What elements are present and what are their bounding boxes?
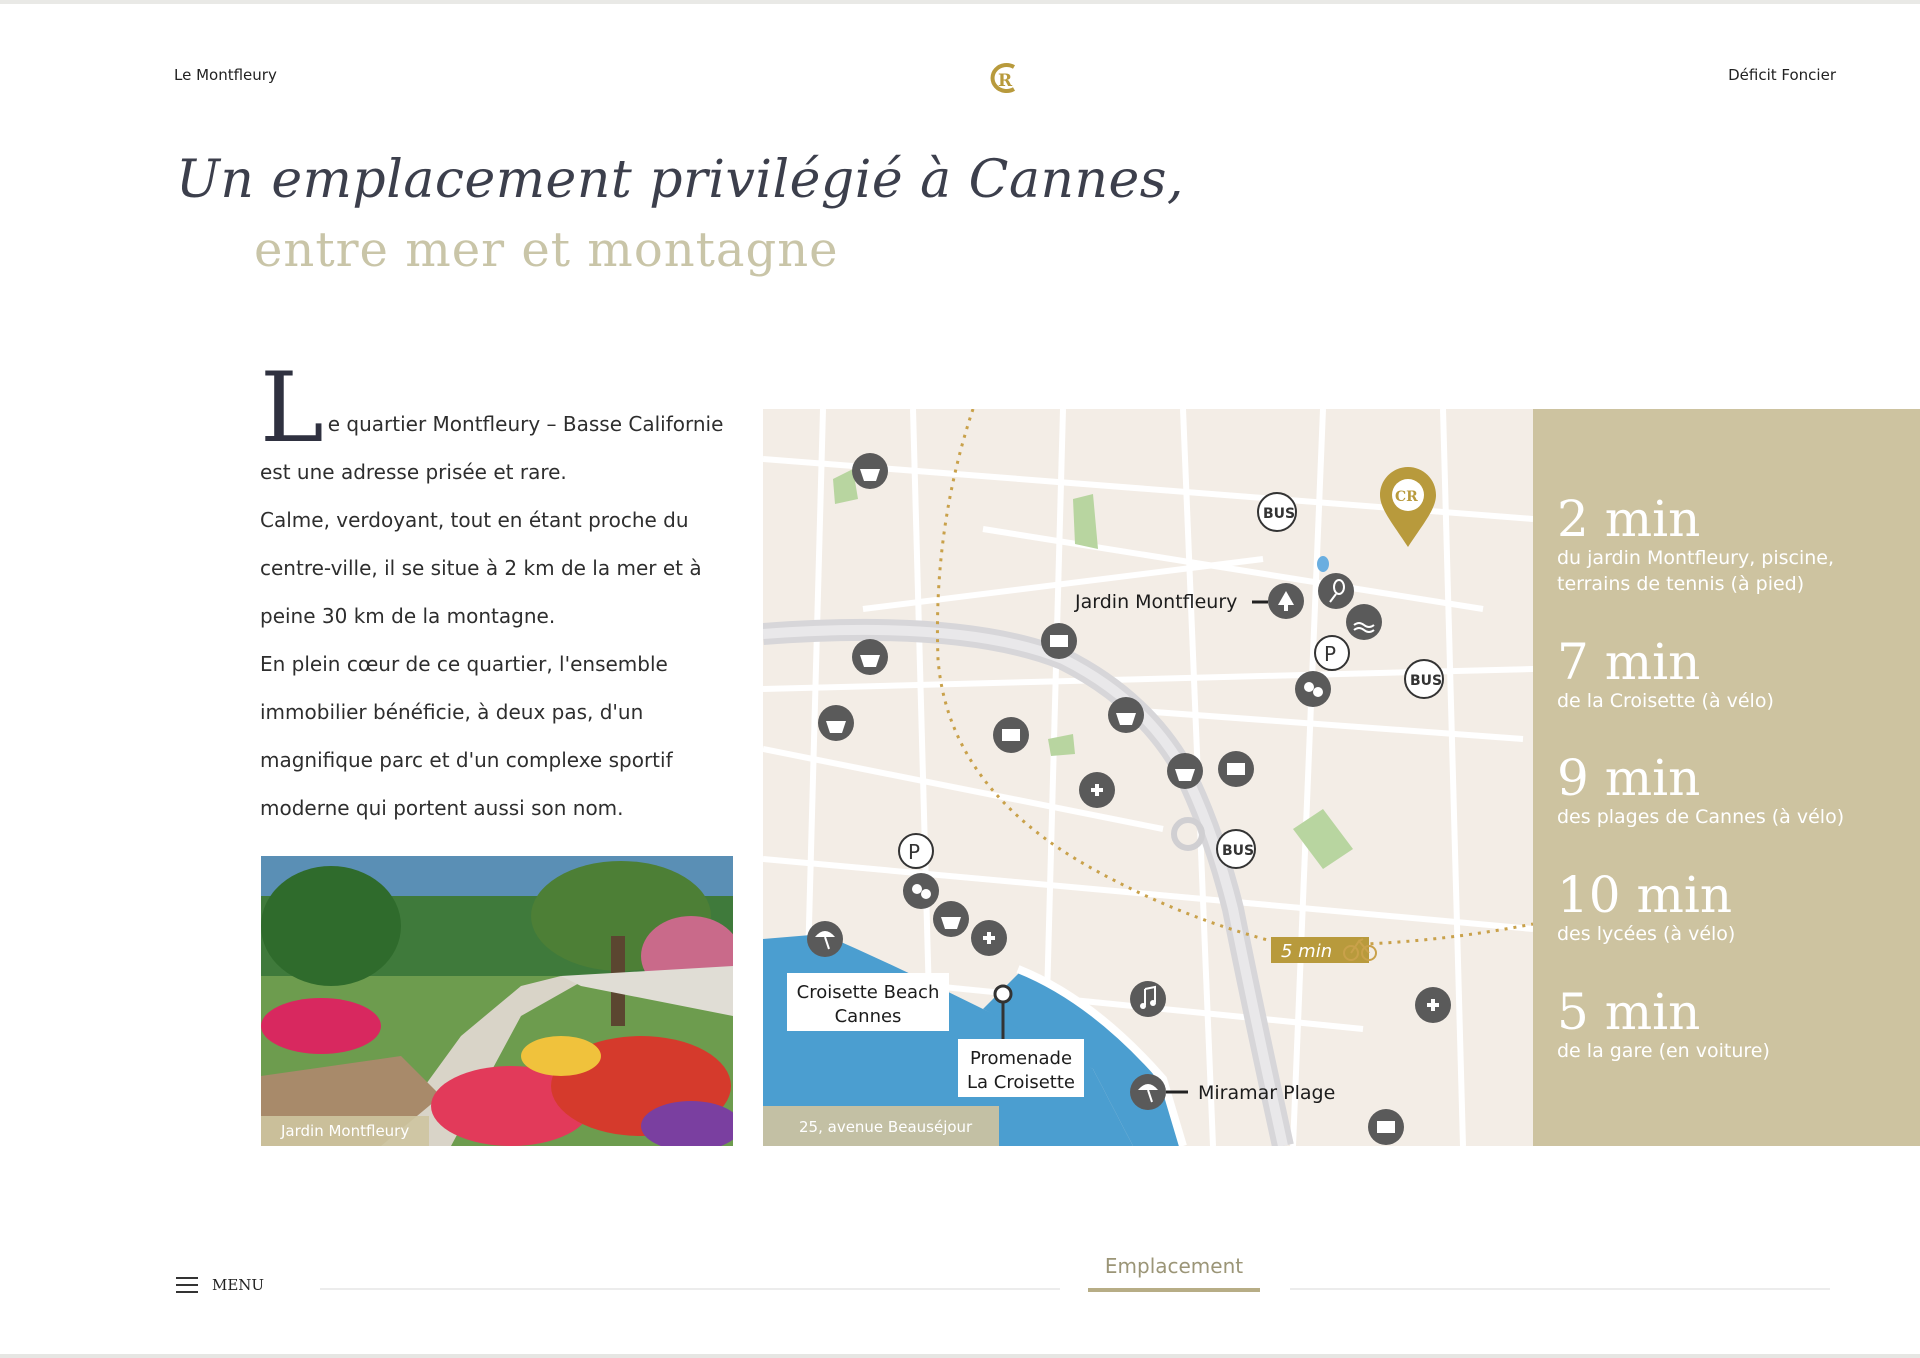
bus-label: BUS [1410, 673, 1443, 689]
stat-item [1557, 866, 1736, 947]
stat-item [1557, 983, 1770, 1064]
briefcase-icon [1368, 1109, 1404, 1145]
hamburger-icon [176, 1277, 198, 1293]
travel-times-panel [1533, 409, 1920, 1146]
briefcase-icon [1041, 623, 1077, 659]
five-min-label: 5 min [1281, 941, 1333, 962]
beach-label-line2: Cannes [834, 1006, 902, 1027]
stat-time: 2 min [1557, 490, 1701, 548]
tennis-racket-icon [1318, 573, 1354, 609]
svg-text:R: R [998, 71, 1013, 91]
stat-desc: terrains de tennis (à pied) [1557, 573, 1805, 595]
map-logo-text: CR [1395, 489, 1418, 505]
parking-icon [1315, 636, 1349, 670]
stat-time: 5 min [1557, 983, 1701, 1041]
shopping-basket-icon [852, 639, 888, 675]
promenade-label-line1: Promenade [969, 1048, 1073, 1069]
nav-track [320, 1288, 1060, 1290]
hospital-cross-icon [971, 920, 1007, 956]
intro-text [260, 352, 740, 832]
page-subtitle: entre mer et montagne [254, 222, 839, 278]
parking-label: P [908, 840, 921, 864]
music-note-icon [1130, 981, 1166, 1017]
jardin-label: Jardin Montfleury [1075, 591, 1238, 613]
bus-stop-icon [1405, 660, 1443, 698]
shopping-basket-icon [818, 705, 854, 741]
nav-section-emplacement[interactable]: Emplacement [1104, 1254, 1244, 1278]
swimming-pool-icon [1346, 604, 1382, 640]
park-tree-icon [1268, 583, 1304, 619]
intro-paragraph-3: En plein cœur de ce quartier, l'ensemble immobilier bénéficie, à deux pas, d'un magnifique parc et d'un complexe sportif moderne qui portent aussi son nom. [260, 652, 673, 820]
stat-desc: du jardin Montfleury, piscine, [1557, 547, 1835, 569]
stat-desc: de la Croisette (à vélo) [1557, 690, 1774, 712]
header-section-name: Déficit Foncier [1728, 66, 1836, 84]
intro-paragraph-2: Calme, verdoyant, tout en étant proche du centre-ville, il se situe à 2 km de la mer et à peine 30 km de la montagne. [260, 508, 702, 628]
beach-umbrella-icon [807, 921, 843, 957]
menu-label: MENU [212, 1276, 265, 1294]
stat-time: 9 min [1557, 749, 1701, 807]
menu-button[interactable] [176, 1276, 264, 1294]
stat-time: 10 min [1557, 866, 1733, 924]
hospital-cross-icon [1415, 987, 1451, 1023]
page-title: Un emplacement privilégié à Cannes, [176, 150, 1184, 210]
stat-item [1557, 633, 1774, 714]
stat-desc: des plages de Cannes (à vélo) [1557, 806, 1845, 828]
intro-paragraph-1: e quartier Montfleury – Basse Californie est une adresse prisée et rare. [260, 412, 724, 484]
promenade-label-line2: La Croisette [966, 1072, 1076, 1093]
bus-label: BUS [1263, 506, 1296, 522]
beach-label-line1: Croisette Beach [796, 982, 940, 1003]
brand-logo-icon [984, 60, 1024, 96]
briefcase-icon [993, 717, 1029, 753]
photo-caption: Jardin Montfleury [261, 1116, 429, 1146]
bus-stop-icon [1217, 830, 1255, 868]
shopping-basket-icon [1167, 753, 1203, 789]
drop-cap: L [260, 352, 324, 464]
header-project-name: Le Montfleury [174, 66, 277, 84]
parking-icon [899, 834, 933, 868]
hospital-cross-icon [1079, 772, 1115, 808]
beach-umbrella-icon [1130, 1074, 1166, 1110]
miramar-label: Miramar Plage [1198, 1082, 1336, 1104]
nav-track [1290, 1288, 1830, 1290]
neighborhood-map [763, 409, 1533, 1146]
garden-image [261, 856, 733, 1146]
theater-masks-icon [903, 873, 939, 909]
stat-desc: des lycées (à vélo) [1557, 923, 1736, 945]
stat-item [1557, 490, 1835, 597]
briefcase-icon [1218, 751, 1254, 787]
stat-time: 7 min [1557, 633, 1701, 691]
stat-desc: de la gare (en voiture) [1557, 1040, 1770, 1062]
map-graphic [763, 409, 1533, 1146]
garden-photo [261, 856, 733, 1146]
bus-stop-icon [1258, 493, 1296, 531]
top-border [0, 0, 1920, 4]
bus-label: BUS [1222, 843, 1255, 859]
shopping-basket-icon [933, 901, 969, 937]
stat-item [1557, 749, 1845, 830]
bottom-border [0, 1354, 1920, 1358]
shopping-basket-icon [852, 453, 888, 489]
nav-active-indicator [1088, 1288, 1260, 1292]
parking-label: P [1324, 642, 1337, 666]
theater-masks-icon [1295, 671, 1331, 707]
map-caption: 25, avenue Beauséjour [799, 1118, 973, 1136]
shopping-basket-icon [1108, 697, 1144, 733]
